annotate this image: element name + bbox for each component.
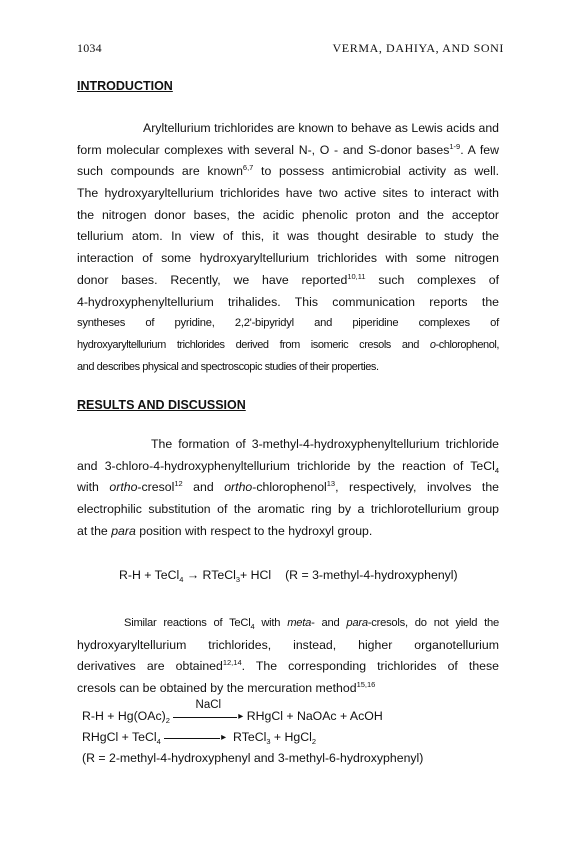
text-line: cresols can be obtained by the mercuration method$^{15,16}$ <box>77 680 376 696</box>
text-line: Aryltellurium trichlorides are known to behave as Lewis acids and <box>143 121 499 135</box>
reaction-equation-4: (R = 2-methyl-4-hydroxyphenyl and 3-methyl-6-hydroxyphenyl) <box>82 751 424 765</box>
text-line: with ortho-cresol$^{12}$ and ortho-chlorophenol$^{13}$, respectively, involves the <box>77 479 499 495</box>
results-paragraph-2 <box>77 613 499 700</box>
text-line: the nitrogen donor bases, the acidic phenolic proton and the acceptor <box>77 207 499 222</box>
text-line: donor bases. Recently, we have reported$^{10,11}$ such complexes of <box>77 271 499 287</box>
results-heading: RESULTS AND DISCUSSION <box>77 398 246 412</box>
reaction-arrow-icon: ▸ <box>164 732 226 744</box>
text-line: at the para position with respect to the hydroxyl group. <box>77 523 373 538</box>
text-line: derivatives are obtained$^{12,14}$. The corresponding trichlorides of these <box>77 658 499 674</box>
introduction-heading: INTRODUCTION <box>77 79 173 93</box>
text-line: hydroxyaryltellurium trichlorides, instead, higher organotellurium <box>77 637 499 652</box>
text-line: interaction of some hydroxyaryltellurium trichlorides with some nitrogen <box>77 251 499 266</box>
page-number: 1034 <box>77 41 102 55</box>
text-line: The formation of 3-methyl-4-hydroxyphenyltellurium trichloride <box>151 437 499 451</box>
reaction-equation-1: R-H + TeCl$_4$ → RTeCl$_3$+ HCl (R = 3-methyl-4-hydroxyphenyl) <box>119 568 458 584</box>
text-line: and 3-chloro-4-hydroxyphenyltellurium trichloride by the reaction of TeCl$_4$ <box>77 458 499 475</box>
text-line: and describes physical and spectroscopic studies of their properties. <box>77 360 379 373</box>
text-line: Similar reactions of TeCl$_4$ with meta- and para-cresols, do not yield the <box>124 617 499 631</box>
running-head: VERMA, DAHIYA, AND SONI <box>332 41 504 55</box>
reaction-equation-2: $R-H + Hg(OAc)_2$ NaCl ▸ RHgCl + NaOAc + AcOH <box>82 698 383 725</box>
results-paragraph-1 <box>77 434 499 542</box>
introduction-paragraph <box>77 118 499 378</box>
reaction-arrow-icon: NaCl ▸ <box>173 711 243 723</box>
text-line: 4-hydroxyphenyltellurium trihalides. This communication reports the <box>77 294 499 309</box>
reaction-equation-3: RHgCl + TeCl$_4$ ▸ RTeCl$_3$ + HgCl$_2$ <box>82 730 317 746</box>
text-line: form molecular complexes with several N-, O - and S-donor bases$^{1-9}$. A few <box>77 141 500 157</box>
text-line: such compounds are known$^{6,7}$ to possess antimicrobial activity as well. <box>77 163 500 179</box>
text-line: hydroxyaryltellurium trichlorides derived from isomeric cresols and o-chlorophenol, <box>77 338 499 351</box>
text-line: syntheses of pyridine, 2,2'-bipyridyl and piperidine complexes of <box>77 317 499 330</box>
text-line: The hydroxyaryltellurium trichlorides have two active sites to interact with <box>77 186 499 201</box>
text-line: tellurium atom. In view of this, it was thought desirable to study the <box>77 229 499 244</box>
text-line: electrophilic substitution of the aromatic ring by a trichlorotellurium group <box>77 502 499 517</box>
